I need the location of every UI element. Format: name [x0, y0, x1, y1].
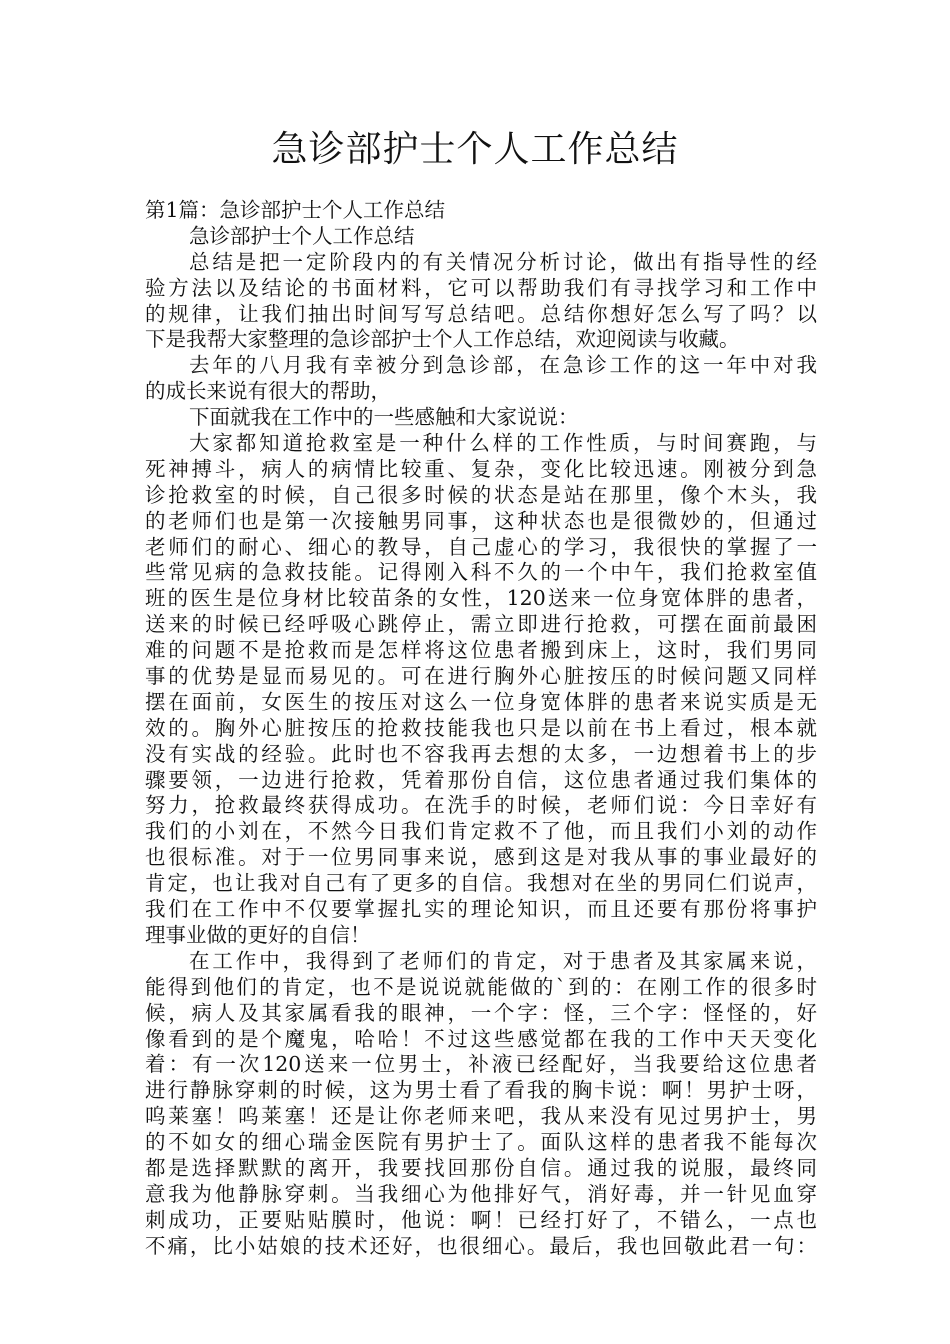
text-line: 的不如女的细心瑞金医院有男护士了。面队这样的患者我不能每次	[145, 1130, 817, 1155]
text-line: 些常见病的急救技能。记得刚入科不久的一个中午，我们抢救室值	[145, 560, 817, 585]
text-line: 老师们的耐心、细心的教导，自己虚心的学习，我很快的掌握了一	[145, 534, 817, 559]
text-line: 急诊部护士个人工作总结	[189, 223, 415, 248]
text-line: 诊抢救室的时候，自己很多时候的状态是站在那里，像个木头，我	[145, 482, 817, 507]
text-line: 呜莱塞！呜莱塞！还是让你老师来吧，我从来没有见过男护士，男	[145, 1104, 817, 1129]
text-line: 刺成功，正要贴贴膜时，他说：啊！已经打好了，不错么，一点也	[145, 1207, 817, 1232]
document-title: 急诊部护士个人工作总结	[271, 129, 679, 170]
text-line: 进行静脉穿刺的时候，这为男士看了看我的胸卡说：啊！男护士呀，	[145, 1078, 817, 1103]
text-line: 着：有一次120送来一位男士，补液已经配好，当我要给这位患者	[145, 1052, 817, 1077]
text-line: 事的优势是显而易见的。可在进行胸外心脏按压的时候问题又同样	[145, 664, 817, 689]
text-line: 候，病人及其家属看我的眼神，一个字：怪，三个字：怪怪的，好	[145, 1000, 817, 1025]
text-line: 也很标准。对于一位男同事来说，感到这是对我从事的事业最好的	[145, 845, 817, 870]
text-line: 意我为他静脉穿刺。当我细心为他排好气，消好毒，并一针见血穿	[145, 1181, 817, 1206]
text-line: 像看到的是个魔鬼，哈哈！不过这些感觉都在我的工作中天天变化	[145, 1026, 817, 1051]
text-line: 我们在工作中不仅要掌握扎实的理论知识，而且还要有那份将事护	[145, 897, 817, 922]
text-line: 下是我帮大家整理的急诊部护士个人工作总结，欢迎阅读与收藏。	[145, 327, 740, 352]
text-line: 去年的八月我有幸被分到急诊部，在急诊工作的这一年中对我	[189, 353, 817, 378]
text-line: 效的。胸外心脏按压的抢救技能我也只是以前在书上看过，根本就	[145, 715, 817, 740]
text-line: 能得到他们的肯定，也不是说说就能做的`到的：在刚工作的很多时	[145, 974, 817, 999]
text-line: 我们的小刘在，不然今日我们肯定救不了他，而且我们小刘的动作	[145, 819, 817, 844]
text-line: 的成长来说有很大的帮助，	[145, 379, 391, 404]
text-line: 摆在面前，女医生的按压对这么一位身宽体胖的患者来说实质是无	[145, 689, 817, 714]
text-line: 理事业做的更好的自信！	[145, 922, 371, 947]
text-line: 肯定，也让我对自己有了更多的自信。我想对在坐的男同仁们说声，	[145, 871, 817, 896]
text-line: 班的医生是位身材比较苗条的女性，120送来一位身宽体胖的患者，	[145, 586, 817, 611]
text-line: 大家都知道抢救室是一种什么样的工作性质，与时间赛跑，与	[189, 431, 817, 456]
text-line: 的规律，让我们抽出时间写写总结吧。总结你想好怎么写了吗？以	[145, 301, 817, 326]
text-line: 都是选择默默的离开，我要找回那份自信。通过我的说服，最终同	[145, 1155, 817, 1180]
text-line: 努力，抢救最终获得成功。在洗手的时候，老师们说：今日幸好有	[145, 793, 817, 818]
text-line: 总结是把一定阶段内的有关情况分析讨论，做出有指导性的经	[189, 249, 817, 274]
text-line: 没有实战的经验。此时也不容我再去想的太多，一边想着书上的步	[145, 741, 817, 766]
text-line: 的老师们也是第一次接触男同事，这种状态也是很微妙的，但通过	[145, 508, 817, 533]
text-line: 第1篇：急诊部护士个人工作总结	[145, 198, 446, 222]
text-line: 难的问题不是抢救而是怎样将这位患者搬到床上，这时，我们男同	[145, 638, 817, 663]
text-line: 验方法以及结论的书面材料，它可以帮助我们有寻找学习和工作中	[145, 275, 817, 300]
text-line: 在工作中，我得到了老师们的肯定，对于患者及其家属来说，	[189, 948, 817, 973]
text-line: 下面就我在工作中的一些感触和大家说说：	[189, 405, 579, 430]
text-line: 送来的时候已经呼吸心跳停止，需立即进行抢救，可摆在面前最困	[145, 612, 817, 637]
text-line: 死神搏斗，病人的病情比较重、复杂，变化比较迅速。刚被分到急	[145, 456, 817, 481]
document-body	[145, 198, 817, 1260]
text-line: 骤要领，一边进行抢救，凭着那份自信，这位患者通过我们集体的	[145, 767, 817, 792]
text-line: 不痛，比小姑娘的技术还好，也很细心。最后，我也回敬此君一句：	[145, 1233, 817, 1258]
